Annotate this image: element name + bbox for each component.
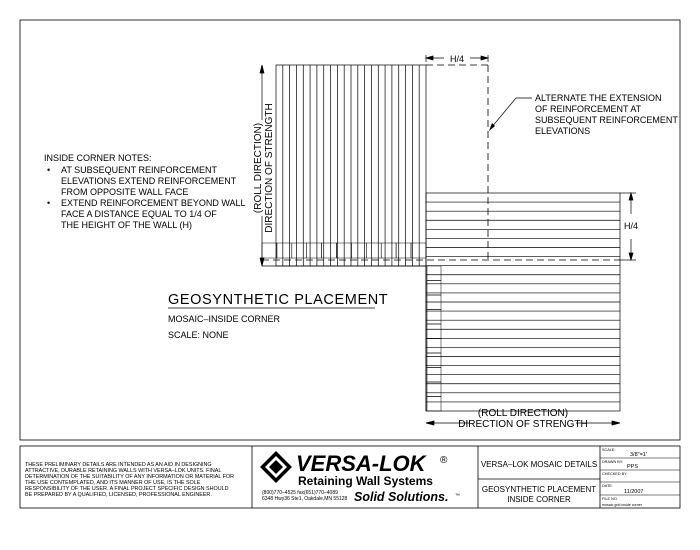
alternate-note-leader (491, 98, 532, 128)
wall-block (307, 243, 322, 258)
upper-geogrid-panel (276, 65, 426, 266)
alternate-note-line: ALTERNATE THE EXTENSION (535, 93, 662, 103)
upper-roll-direction-label: (ROLL DIRECTION) (253, 122, 264, 214)
detail-subtitle: MOSAIC–INSIDE CORNER (168, 314, 281, 324)
wall-block (427, 397, 441, 412)
wall-block (427, 382, 441, 397)
file-field-value: mosaic grid inside corner (602, 503, 642, 507)
versa-lok-logo-icon (260, 451, 292, 483)
drawn-field-value: PPS (627, 464, 639, 470)
bullet-icon: • (47, 165, 51, 175)
detail-title: GEOSYNTHETIC PLACEMENT (168, 292, 389, 308)
detail-name-line-1: GEOSYNTHETIC PLACEMENT (481, 485, 597, 494)
contact-address: 6348 Hwy36 Ste1, Oakdale,MN 55128 (262, 496, 348, 502)
date-field-value: 11/2007 (624, 489, 644, 495)
wall-block (381, 243, 396, 258)
checked-field-label: CHECKED BY: (602, 472, 628, 476)
disclaimer-line: DETERMINATION OF THE SUITABILITY OF ANY INFORMATION OR MATERIAL FOR (25, 474, 235, 480)
sheet-title: VERSA–LOK MOSAIC DETAILS (480, 460, 598, 469)
wall-block (427, 324, 441, 339)
wall-block (427, 339, 441, 354)
title-block-fields (602, 448, 647, 507)
disclaimer-line: THESE PRELIMINARY DETAILS ARE INTENDED AS AN AID IN DESIGNING (25, 462, 212, 468)
slogan-trademark: ™ (455, 493, 460, 499)
drawing-border (20, 20, 680, 440)
disclaimer-line: RESPONSIBILITY OF THE USER. A FINAL PROJECT SPECIFIC DESIGN SHOULD (25, 486, 229, 492)
disclaimer-line: THE USE CONTEMPLATED, AND ITS MANNER OF USE, IS THE SOLE (25, 480, 201, 486)
scale-field-label: SCALE: (602, 448, 616, 452)
wall-block (262, 243, 277, 258)
note-line: ELEVATIONS EXTEND REINFORCEMENT (61, 176, 237, 186)
detail-scale: SCALE: NONE (168, 330, 229, 340)
contact-phone: (800)770–4525 fax(651)770–4089 (262, 490, 338, 496)
upper-strength-label: DIRECTION OF STRENGTH (264, 103, 275, 233)
notes-title: INSIDE CORNER NOTES: (44, 153, 152, 163)
lower-roll-direction-label: (ROLL DIRECTION) (477, 408, 569, 419)
alternate-note-line: ELEVATIONS (535, 126, 591, 136)
note-line: FROM OPPOSITE WALL FACE (61, 187, 189, 197)
detail-name-line-2: INSIDE CORNER (507, 495, 571, 504)
wall-block (427, 310, 441, 325)
wall-block (427, 266, 441, 281)
dimension-right-label: H/4 (623, 221, 639, 231)
note-line: FACE A DISTANCE EQUAL TO 1/4 OF (61, 209, 217, 219)
disclaimer-line: ATTRACTIVE, DURABLE RETAINING WALLS WITH VERSA–LOK UNITS. FINAL (25, 468, 222, 474)
slogan: Solid Solutions. (354, 490, 449, 504)
scale-field-value: 3/8"=1' (630, 452, 647, 458)
note-line: AT SUBSEQUENT REINFORCEMENT (61, 165, 218, 175)
lower-geogrid-panel (426, 193, 620, 411)
brand-registered: ® (440, 455, 448, 466)
date-field-label: DATE: (602, 484, 613, 488)
wall-block (366, 243, 381, 258)
lower-strength-label: DIRECTION OF STRENGTH (458, 419, 588, 430)
alternate-note-line: OF REINFORCEMENT AT (535, 104, 642, 114)
wall-block (351, 243, 366, 258)
alternate-note (535, 93, 678, 136)
brand-name: VERSA-LOK (296, 451, 426, 476)
wall-block (396, 243, 411, 258)
wall-block (292, 243, 307, 258)
dimension-top-label: H/4 (449, 54, 465, 64)
note-line: THE HEIGHT OF THE WALL (H) (61, 220, 193, 230)
note-line: EXTEND REINFORCEMENT BEYOND WALL (61, 198, 246, 208)
file-field-label: FILE NO. (602, 497, 618, 501)
alternate-note-line: SUBSEQUENT REINFORCEMENT (535, 115, 678, 125)
drawn-field-label: DRAWN BY: (602, 460, 624, 464)
disclaimer (25, 462, 234, 498)
inside-corner-notes (44, 153, 246, 230)
disclaimer-line: BE PREPARED BY A QUALIFIED, LICENSED, PROFESSIONAL ENGINEER. (25, 492, 212, 498)
lower-wall-blocks (427, 266, 441, 411)
brand-subtitle: Retaining Wall Systems (298, 474, 433, 488)
wall-block (411, 243, 426, 258)
bullet-icon: • (47, 198, 51, 208)
